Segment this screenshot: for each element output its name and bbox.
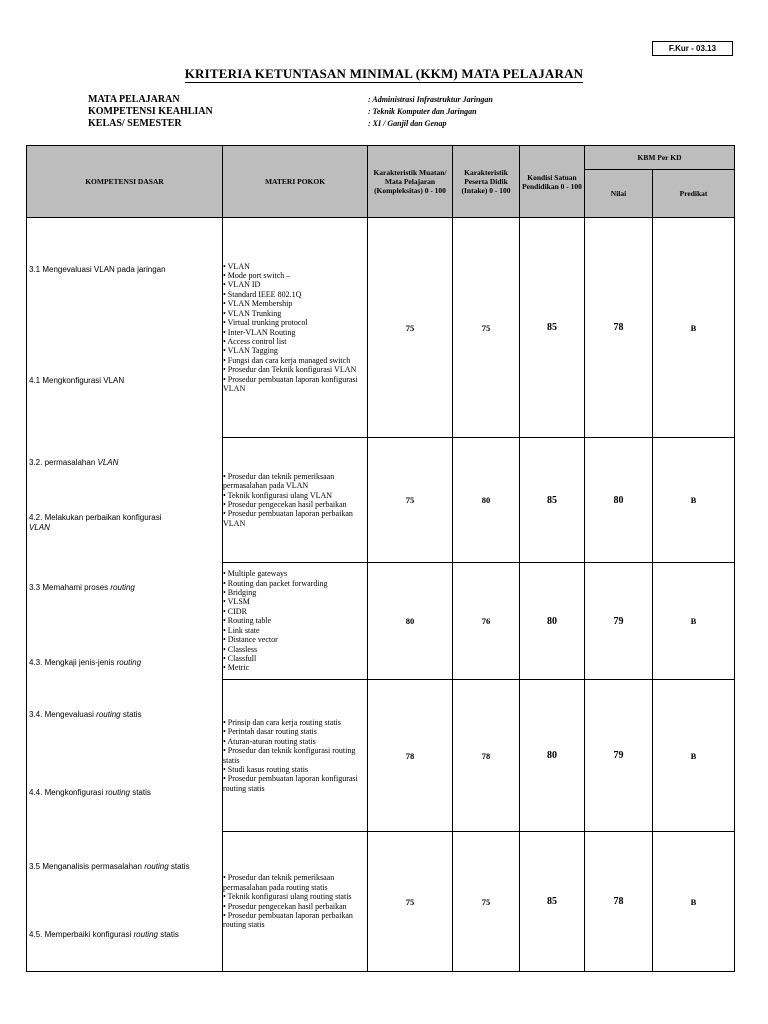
meta-row-subject: [88, 94, 688, 106]
kd-tail: statis: [157, 929, 179, 939]
header-kompleksitas: Karakteristik Muatan/ Mata Pelajaran (Kompleksitas) 0 - 100: [368, 146, 453, 218]
materi-item: • VLAN Tagging: [223, 346, 278, 356]
kd-skill: [29, 658, 141, 668]
table-row: [27, 438, 735, 563]
cell-materi-pokok: [223, 832, 368, 972]
kd-number: 4.1: [29, 376, 43, 385]
header-kompetensi-dasar: KOMPETENSI DASAR: [27, 146, 223, 218]
cell-materi-pokok: [223, 218, 368, 438]
kd-skill: [29, 930, 179, 940]
materi-item: • Prosedur pembuatan laporan konfigurasi routing statis: [223, 774, 358, 793]
materi-item: • Classfull: [223, 653, 257, 663]
meta-label: MATA PELAJARAN: [88, 94, 180, 105]
materi-item: • Prinsip dan cara kerja routing statis: [223, 717, 341, 727]
materi-item: • VLAN Membership: [223, 299, 293, 309]
kd-term: routing: [116, 657, 142, 667]
materi-item: • VLAN Trunking: [223, 308, 282, 318]
kd-term: routing: [110, 582, 135, 592]
document-title: [0, 66, 768, 82]
cell-kompleksitas: 75: [368, 832, 453, 972]
cell-kompetensi-dasar: [27, 680, 223, 832]
materi-item: • Inter-VLAN Routing: [223, 327, 296, 337]
kd-text: Mengkonfigurasi VLAN: [42, 376, 125, 385]
cell-kompleksitas: 78: [368, 680, 453, 832]
materi-item: • Classless: [223, 644, 258, 654]
materi-item: • Bridging: [223, 588, 257, 598]
materi-item: • CIDR: [223, 606, 247, 616]
materi-item: • Perintah dasar routing statis: [223, 727, 317, 737]
meta-row-expertise: [88, 106, 688, 118]
cell-kompleksitas: 75: [368, 438, 453, 563]
kd-number: 4.3.: [29, 657, 45, 667]
materi-item: • Aturan-aturan routing statis: [223, 736, 316, 746]
kd-knowledge: [29, 583, 135, 592]
kd-number: 4.4.: [29, 787, 45, 797]
cell-predikat: B: [653, 832, 735, 972]
materi-item: • Routing table: [223, 616, 272, 626]
materi-item: • Prosedur dan Teknik konfigurasi VLAN: [223, 365, 357, 375]
materi-item: • Link state: [223, 625, 260, 635]
cell-intake: 75: [453, 832, 520, 972]
kd-text: Mengevaluasi VLAN pada jaringan: [42, 265, 166, 274]
meta-row-class: [88, 118, 688, 130]
materi-item: • Access control list: [223, 336, 287, 346]
kd-term: routing: [105, 787, 130, 797]
cell-satuan: 85: [520, 438, 585, 563]
kd-term: routing: [144, 861, 169, 871]
kd-number: 3.5: [29, 861, 43, 871]
kd-skill: [29, 376, 124, 386]
kd-tail: statis: [120, 709, 142, 719]
form-code: F.Kur - 03.13: [652, 41, 733, 56]
materi-item: • Teknik konfigurasi ulang VLAN: [223, 490, 333, 500]
materi-item: • Prosedur pembuatan laporan perbaikan routing statis: [223, 910, 353, 930]
kd-term: routing: [133, 929, 158, 939]
kd-text: permasalahan: [44, 457, 98, 467]
materi-item: • Routing dan packet forwarding: [223, 578, 328, 588]
kd-tail: statis: [168, 861, 190, 871]
materi-item: • Teknik konfigurasi ulang routing statis: [223, 892, 352, 902]
kd-tail: statis: [129, 787, 151, 797]
cell-kompetensi-dasar: [27, 438, 223, 563]
materi-item: • Prosedur pengecekan hasil perbaikan: [223, 500, 347, 509]
kd-term: VLAN: [97, 457, 119, 467]
materi-item: • VLSM: [223, 597, 250, 607]
kd-number: 4.5.: [29, 929, 45, 939]
cell-satuan: 85: [520, 832, 585, 972]
kd-number: 3.4.: [29, 709, 45, 719]
header-satuan-pendidikan: Kondisi Satuan Pendidikan 0 - 100: [520, 146, 585, 218]
cell-kompleksitas: 75: [368, 218, 453, 438]
cell-materi-pokok: [223, 563, 368, 680]
table-row: [27, 832, 735, 972]
materi-item: • Distance vector: [223, 635, 278, 645]
cell-predikat: B: [653, 680, 735, 832]
kd-knowledge: [29, 710, 142, 719]
kd-skill: [29, 788, 151, 798]
cell-nilai: 80: [585, 438, 653, 563]
cell-kompetensi-dasar: [27, 832, 223, 972]
meta-value: : Teknik Komputer dan Jaringan: [368, 107, 477, 116]
header-nilai: Nilai: [585, 170, 653, 218]
materi-item: • Prosedur pembuatan laporan konfigurasi VLAN: [223, 374, 358, 393]
meta-label: KOMPETENSI KEAHLIAN: [88, 106, 213, 117]
table-row: [27, 563, 735, 680]
kd-knowledge: [29, 862, 190, 871]
materi-item: • VLAN ID: [223, 280, 261, 290]
kd-text: Memperbaiki konfigurasi: [44, 929, 134, 939]
cell-intake: 76: [453, 563, 520, 680]
table-row: [27, 680, 735, 832]
header-intake: Karakteristik Peserta Didik (Intake) 0 - 100: [453, 146, 520, 218]
table-row: [27, 218, 735, 438]
kd-term: routing: [96, 709, 121, 719]
kd-text: Menganalisis permasalahan: [42, 861, 145, 871]
kd-text: Mengkaji jenis-jenis: [44, 657, 117, 667]
materi-item: • VLAN: [223, 261, 250, 271]
kd-number: 4.2.: [29, 512, 45, 522]
cell-nilai: 79: [585, 680, 653, 832]
materi-item: • Prosedur dan teknik konfigurasi routing statis: [223, 746, 356, 765]
header-predikat: Predikat: [653, 170, 735, 218]
cell-predikat: B: [653, 218, 735, 438]
kkm-table: [26, 145, 735, 972]
cell-nilai: 78: [585, 832, 653, 972]
kd-number: 3.3: [29, 582, 43, 592]
cell-materi-pokok: [223, 680, 368, 832]
meta-value: : XI / Ganjil dan Genap: [368, 119, 447, 128]
cell-predikat: B: [653, 438, 735, 563]
materi-item: • Multiple gateways: [223, 569, 288, 579]
header-kbm-per-kd: KBM Per KD: [585, 146, 735, 170]
cell-satuan: 80: [520, 680, 585, 832]
materi-item: • Fungsi dan cara kerja managed switch: [223, 355, 351, 365]
materi-item: • Prosedur pembuatan laporan perbaikan VLAN: [223, 509, 353, 528]
cell-intake: 80: [453, 438, 520, 563]
cell-kompetensi-dasar: [27, 218, 223, 438]
kd-term: VLAN: [29, 522, 50, 532]
document-title-text: KRITERIA KETUNTASAN MINIMAL (KKM) MATA PELAJARAN: [184, 66, 584, 81]
materi-item: • Mode port switch –: [223, 271, 291, 281]
cell-kompleksitas: 80: [368, 563, 453, 680]
materi-item: • Prosedur dan teknik pemeriksaan permasalahan pada VLAN: [223, 471, 335, 491]
kd-text: Melakukan perbaikan konfigurasi: [44, 512, 162, 522]
kd-skill: [29, 513, 162, 533]
cell-satuan: 80: [520, 563, 585, 680]
cell-nilai: 79: [585, 563, 653, 680]
kd-number: 3.1: [29, 265, 43, 274]
kd-text: Memahami proses: [42, 582, 111, 592]
meta-label: KELAS/ SEMESTER: [88, 118, 182, 129]
cell-intake: 75: [453, 218, 520, 438]
kd-number: 3.2.: [29, 457, 45, 467]
kd-knowledge: [29, 265, 166, 274]
cell-nilai: 78: [585, 218, 653, 438]
kd-text: Mengkonfigurasi: [44, 787, 106, 797]
header-materi-pokok: MATERI POKOK: [223, 146, 368, 218]
materi-item: • Standard IEEE 802.1Q: [223, 289, 302, 299]
materi-item: • Prosedur dan teknik pemeriksaan permasalahan pada routing statis: [223, 873, 335, 892]
materi-item: • Virtual trunking protocol: [223, 318, 308, 328]
cell-intake: 78: [453, 680, 520, 832]
kd-knowledge: [29, 458, 118, 467]
cell-materi-pokok: [223, 438, 368, 563]
meta-value: : Administrasi Infrastruktur Jaringan: [368, 95, 493, 104]
materi-item: • Metric: [223, 663, 250, 673]
cell-predikat: B: [653, 563, 735, 680]
materi-item: • Studi kasus routing statis: [223, 764, 309, 774]
materi-item: • Prosedur pengecekan hasil perbaikan: [223, 901, 347, 911]
cell-satuan: 85: [520, 218, 585, 438]
cell-kompetensi-dasar: [27, 563, 223, 680]
meta-info: [88, 94, 688, 130]
kd-text: Mengevaluasi: [44, 709, 97, 719]
